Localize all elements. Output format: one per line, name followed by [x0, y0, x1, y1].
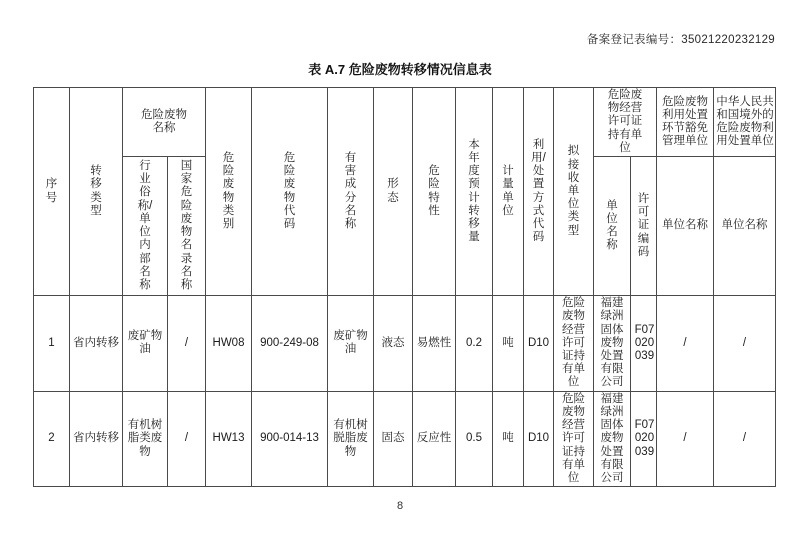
header-license-no: 许可证编码: [631, 157, 657, 296]
cell-license-holder: 福建绿洲固体废物处置有限公司: [594, 391, 631, 487]
header-hazard: 危险特性: [413, 88, 456, 296]
cell-amount: 0.5: [456, 391, 493, 487]
cell-hazard: 反应性: [413, 391, 456, 487]
cell-industry-name: 废矿物油: [123, 296, 168, 392]
header-category: 危险废物类别: [206, 88, 252, 296]
cell-seq: 2: [34, 391, 70, 487]
cell-unit: 吨: [493, 391, 524, 487]
cell-disposal-code: D10: [524, 391, 554, 487]
header-national-name: 国家危险废物名录名称: [168, 157, 206, 296]
header-transfer-type: 转移类型: [70, 88, 123, 296]
cell-receiver-type: 危险废物经营许可证持有单位: [554, 296, 594, 392]
table-row-2: [34, 391, 776, 487]
cell-overseas-unit: /: [714, 391, 776, 487]
cell-form: 固态: [374, 391, 413, 487]
cell-seq: 1: [34, 296, 70, 392]
cell-category: HW08: [206, 296, 252, 392]
header-form: 形态: [374, 88, 413, 296]
cell-exempt-unit: /: [657, 296, 714, 392]
cell-code: 900-249-08: [252, 296, 328, 392]
cell-exempt-unit: /: [657, 391, 714, 487]
header-industry-name: 行业俗称/单位内部名称: [123, 157, 168, 296]
header-harmful-component: 有害成分名称: [328, 88, 374, 296]
header-disposal-code: 利用/处置方式代码: [524, 88, 554, 296]
cell-harmful-component: 有机树脱脂废物: [328, 391, 374, 487]
header-license-group: 危险废物经营许可证持有单位: [594, 88, 657, 157]
cell-category: HW13: [206, 391, 252, 487]
cell-transfer-type: 省内转移: [70, 391, 123, 487]
cell-industry-name: 有机树脂类废物: [123, 391, 168, 487]
header-license-unit-name: 单位名称: [594, 157, 631, 296]
header-exempt-unit-name: 单位名称: [657, 157, 714, 296]
cell-license-no: F07020039: [631, 391, 657, 487]
doc-number: [587, 31, 775, 47]
header-amount: 本年度预计转移量: [456, 88, 493, 296]
header-overseas-unit-name: 单位名称: [714, 157, 776, 296]
doc-number-label: 备案登记表编号：: [586, 34, 682, 46]
header-exempt-group: 危险废物利用处置环节豁免管理单位: [657, 88, 714, 157]
cell-national-name: /: [168, 391, 206, 487]
cell-license-no: F07020039: [631, 296, 657, 392]
table-row-1: [34, 296, 776, 392]
cell-form: 液态: [374, 296, 413, 392]
header-receiver-type: 拟接收单位类型: [554, 88, 594, 296]
cell-transfer-type: 省内转移: [70, 296, 123, 392]
cell-license-holder: 福建绿洲固体废物处置有限公司: [594, 296, 631, 392]
header-unit: 计量单位: [493, 88, 524, 296]
header-overseas-group: 中华人民共和国境外的危险废物利用处置单位: [714, 88, 776, 157]
doc-number-value: 35021220232129: [681, 34, 775, 46]
cell-harmful-component: 废矿物油: [328, 296, 374, 392]
header-waste-name-group: 危险废物名称: [123, 88, 206, 157]
cell-unit: 吨: [493, 296, 524, 392]
header-row-groups: [34, 88, 776, 157]
page-number: 8: [396, 500, 404, 512]
page-title: 表 A.7 危险废物转移情况信息表: [308, 62, 492, 77]
header-code: 危险废物代码: [252, 88, 328, 296]
cell-disposal-code: D10: [524, 296, 554, 392]
cell-amount: 0.2: [456, 296, 493, 392]
cell-hazard: 易燃性: [413, 296, 456, 392]
cell-national-name: /: [168, 296, 206, 392]
cell-receiver-type: 危险废物经营许可证持有单位: [554, 391, 594, 487]
cell-code: 900-014-13: [252, 391, 328, 487]
waste-transfer-table: [33, 87, 776, 487]
cell-overseas-unit: /: [714, 296, 776, 392]
header-seq: 序号: [34, 88, 70, 296]
